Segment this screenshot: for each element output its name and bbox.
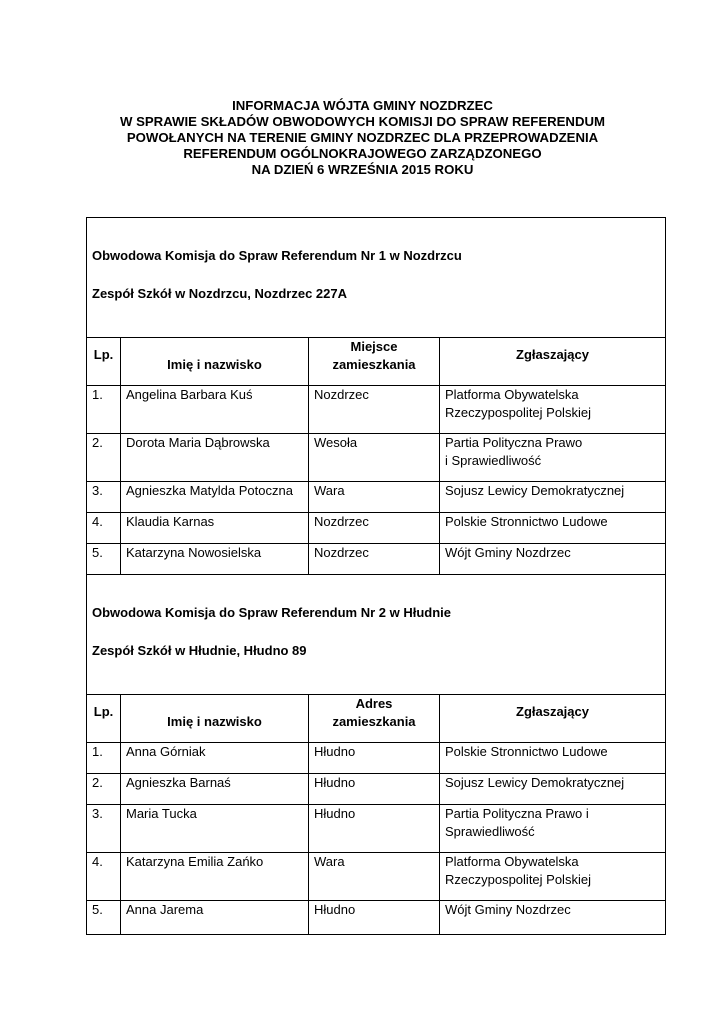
commission-title: Obwodowa Komisja do Spraw Referendum Nr 1 w Nozdrzcu xyxy=(92,248,462,263)
cell-submitter xyxy=(440,386,666,434)
commission-header-row xyxy=(87,575,666,695)
table-row xyxy=(87,805,666,853)
table-column-headers xyxy=(87,338,666,386)
cell-address: Wara xyxy=(309,482,440,513)
cell-lp: 4. xyxy=(87,513,121,544)
heading-line: REFERENDUM OGÓLNOKRAJOWEGO ZARZĄDZONEGO xyxy=(183,146,542,161)
column-header-lp: Lp. xyxy=(87,695,121,743)
cell-submitter-line: Rzeczypospolitej Polskiej xyxy=(445,872,591,887)
heading-line: POWOŁANYCH NA TERENIE GMINY NOZDRZEC DLA PRZEPROWADZENIA xyxy=(126,130,599,145)
cell-submitter: Wójt Gminy Nozdrzec xyxy=(440,544,666,575)
cell-address: Nozdrzec xyxy=(309,513,440,544)
table-row xyxy=(87,853,666,901)
cell-submitter-line: Platforma Obywatelska xyxy=(445,387,579,402)
column-header-address xyxy=(309,338,440,386)
cell-address: Hłudno xyxy=(309,774,440,805)
cell-name: Agnieszka Barnaś xyxy=(121,774,309,805)
table-row xyxy=(87,482,666,513)
cell-submitter: Polskie Stronnictwo Ludowe xyxy=(440,513,666,544)
commissions-table xyxy=(86,217,666,935)
commission-location: Zespół Szkół w Nozdrzcu, Nozdrzec 227A xyxy=(92,286,347,301)
column-header-submitter: Zgłaszający xyxy=(440,338,666,386)
commission-section xyxy=(87,575,666,695)
cell-submitter-line: Platforma Obywatelska xyxy=(445,854,579,869)
table-row xyxy=(87,901,666,935)
cell-lp: 3. xyxy=(87,805,121,853)
cell-submitter xyxy=(440,434,666,482)
commission-title: Obwodowa Komisja do Spraw Referendum Nr 2 w Hłudnie xyxy=(92,605,451,620)
heading-line: NA DZIEŃ 6 WRZEŚNIA 2015 ROKU xyxy=(251,162,474,177)
table-row xyxy=(87,386,666,434)
cell-address: Hłudno xyxy=(309,805,440,853)
cell-submitter-line: Partia Polityczna Prawo xyxy=(445,435,583,450)
cell-lp: 4. xyxy=(87,853,121,901)
document-heading xyxy=(0,98,725,178)
column-header-name: Imię i nazwisko xyxy=(121,338,309,386)
cell-submitter xyxy=(440,805,666,853)
cell-lp: 2. xyxy=(87,434,121,482)
heading-line: INFORMACJA WÓJTA GMINY NOZDRZEC xyxy=(232,98,493,113)
cell-submitter-line: Rzeczypospolitej Polskiej xyxy=(445,405,591,420)
cell-name: Angelina Barbara Kuś xyxy=(121,386,309,434)
cell-address: Wara xyxy=(309,853,440,901)
cell-name: Katarzyna Emilia Zańko xyxy=(121,853,309,901)
cell-name: Anna Górniak xyxy=(121,743,309,774)
table-row xyxy=(87,544,666,575)
cell-submitter-line: Partia Polityczna Prawo i xyxy=(445,806,589,821)
cell-lp: 2. xyxy=(87,774,121,805)
cell-submitter: Polskie Stronnictwo Ludowe xyxy=(440,743,666,774)
cell-lp: 5. xyxy=(87,544,121,575)
cell-lp: 1. xyxy=(87,386,121,434)
cell-address: Hłudno xyxy=(309,901,440,935)
table-column-headers xyxy=(87,695,666,743)
column-header-address xyxy=(309,695,440,743)
commission-section xyxy=(87,218,666,338)
cell-address: Wesoła xyxy=(309,434,440,482)
column-header-address-line: Miejsce xyxy=(350,339,398,354)
cell-name: Agnieszka Matylda Potoczna xyxy=(121,482,309,513)
cell-submitter-line: Sprawiedliwość xyxy=(445,824,535,839)
cell-submitter: Sojusz Lewicy Demokratycznej xyxy=(440,774,666,805)
cell-submitter: Sojusz Lewicy Demokratycznej xyxy=(440,482,666,513)
column-header-address-line: Adres xyxy=(355,696,393,711)
column-header-name: Imię i nazwisko xyxy=(121,695,309,743)
commission-header-row xyxy=(87,218,666,338)
column-header-address-line: zamieszkania xyxy=(332,714,416,729)
table-row xyxy=(87,513,666,544)
column-header-submitter: Zgłaszający xyxy=(440,695,666,743)
table-row xyxy=(87,743,666,774)
cell-lp: 3. xyxy=(87,482,121,513)
column-header-lp: Lp. xyxy=(87,338,121,386)
commission-location: Zespół Szkół w Hłudnie, Hłudno 89 xyxy=(92,643,307,658)
cell-submitter: Wójt Gminy Nozdrzec xyxy=(440,901,666,935)
cell-submitter-line: i Sprawiedliwość xyxy=(445,453,542,468)
cell-lp: 1. xyxy=(87,743,121,774)
cell-address: Nozdrzec xyxy=(309,386,440,434)
cell-name: Anna Jarema xyxy=(121,901,309,935)
cell-name: Katarzyna Nowosielska xyxy=(121,544,309,575)
cell-name: Dorota Maria Dąbrowska xyxy=(121,434,309,482)
cell-address: Nozdrzec xyxy=(309,544,440,575)
table-row xyxy=(87,434,666,482)
cell-submitter xyxy=(440,853,666,901)
column-header-address-line: zamieszkania xyxy=(332,357,416,372)
cell-lp: 5. xyxy=(87,901,121,935)
heading-line: W SPRAWIE SKŁADÓW OBWODOWYCH KOMISJI DO SPRAW REFERENDUM xyxy=(119,114,605,129)
table-row xyxy=(87,774,666,805)
cell-address: Hłudno xyxy=(309,743,440,774)
cell-name: Maria Tucka xyxy=(121,805,309,853)
cell-name: Klaudia Karnas xyxy=(121,513,309,544)
